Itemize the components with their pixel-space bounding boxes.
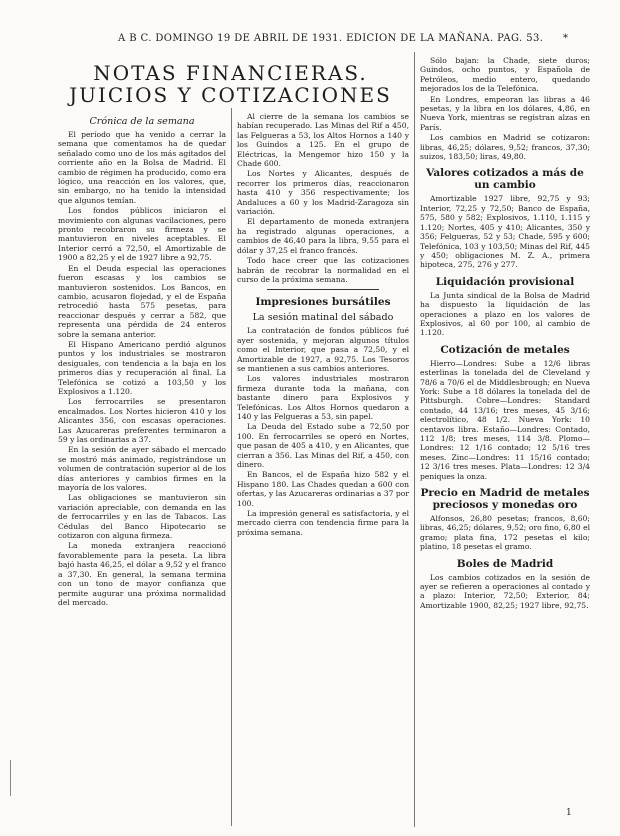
section-heading-impresiones: Impresiones bursátiles — [255, 296, 391, 309]
section-heading-metales: Cotización de metales — [440, 343, 570, 356]
article-paragraph: En la sesión de ayer sábado el mercado se mostró más animado, registrándose un volumen de contratación superior al de los días anteriores y cambios firmes en la mayoría de los valores. — [58, 445, 226, 493]
page-title: NOTAS FINANCIERAS. JUICIOS Y COTIZACIONES — [69, 61, 392, 107]
section-heading-bolsa: Boles de Madrid — [456, 557, 554, 570]
column-1 — [58, 112, 226, 830]
article-paragraph: Sólo bajan: la Chade, siete duros; Guindos, ocho puntos, y Española de Petróleos, medio entero, quedando mejorados los de la Telefónica. — [420, 56, 590, 94]
article-paragraph: Los ferrocarriles se presentaron encalmados. Los Nortes hicieron 410 y los Alicantes 356, con escasas operaciones. Las Azucareras preferentes terminaron a 59 y las ordinarias a 37. — [58, 397, 226, 444]
article-paragraph: Alfonsos, 26,80 pesetas; francos, 8,60; libras, 46,25; dólares, 9,52; oro fino, 6,80 el gramo; plata fina, 172 pesetas el kilo; platino, 18 pesetas el gramo. — [420, 514, 590, 552]
column-rule-1 — [231, 108, 232, 826]
section-heading-liquidacion: Liquidación provisional — [435, 275, 575, 288]
section-divider — [267, 289, 379, 290]
article-paragraph: La contratación de fondos públicos fué ayer sostenida, y mejoran algunos títulos como el Interior, que pasa a 72,50, y el Amortizable de 1927, a 92,75. Los Tesoros se mantienen a sus cambios anteriores. — [237, 326, 409, 373]
article-paragraph: Amortizable 1927 libre, 92,75 y 93; Interior, 72,25 y 72,50; Banco de España, 575, 580 y 582; Explosivos, 1.110, 1.115 y 1.120; Nortes, 405 y 410; Alicantes, 350 y 356; Felgueras, 52 y 53; Chade, 595 y 600; Telefónica, 103 y 103,50; Minas del Rif, 445 y 450; obligaciones M. Z. A., primera hipoteca, 275, 276 y 277. — [420, 194, 590, 270]
article-paragraph: Los Nortes y Alicantes, después de recorrer los primeros días, reaccionaron hasta 410 y 356 respectivamente; los Andaluces a 60 y los Madrid-Zaragoza sin variación. — [237, 169, 409, 217]
footer-mark: 1 — [566, 808, 572, 818]
column-2 — [237, 112, 409, 830]
article-paragraph: Las obligaciones se mantuvieron sin variación apreciable, con demanda en las de ferrocarriles y en las de Tabacos. Las Cédulas del Banco Hipotecario se cotizaron con alguna firmeza. — [58, 493, 226, 541]
header-line: A B C. DOMINGO 19 DE ABRIL DE 1931. EDICION DE LA MAÑANA. PAG. 53. — [118, 33, 544, 44]
article-paragraph: En Bancos, el de España hizo 582 y el Hispano 180. Las Chades quedan a 600 con ofertas, y las Azucareras ordinarias a 37 por 100. — [237, 470, 409, 508]
header-star: * — [563, 33, 569, 44]
page-fold-mark — [10, 760, 11, 796]
column-3 — [420, 56, 590, 831]
article-paragraph: Los cambios cotizados en la sesión de ayer se refieren a operaciones al contado y a plazo: Interior, 72,50; Exterior, 84; Amortizable 1900, 82,25; 1927 libre, 92,75. — [420, 572, 590, 610]
article-paragraph: El Hispano Americano perdió algunos puntos y los industriales se mostraron desiguales, con tendencia a la baja en los primeros días y recuperación al final. La Telefónica se cotizó a 103,50 y los Explosivos a 1.120. — [58, 339, 226, 396]
column-rule-2 — [414, 52, 415, 827]
article-paragraph: Los cambios en Madrid se cotizaron: libras, 46,25; dólares, 9,52; francos, 37,30; suizos, 183,50; liras, 49,80. — [420, 133, 590, 162]
article-paragraph: La impresión general es satisfactoria, y el mercado cierra con tendencia firme para la próxima semana. — [237, 509, 409, 537]
article-paragraph: Los valores industriales mostraron firmeza durante toda la mañana, con bastante dinero para Explosivos y Telefónicas. Los Altos Hornos quedaron a 140 y las Felgueras a 53, sin papel. — [237, 374, 409, 421]
article-paragraph: En el Deuda especial las operaciones fueron escasas y los cambios se mantuvieron sostenidos. Los Bancos, en cambio, acusaron flojedad, y el de España retrocedió hasta 575 pesetas, para reaccionar después y cerrar a 582, que representa una pérdida de 24 enteros sobre la semana anterior. — [58, 263, 226, 339]
article-paragraph: La Deuda del Estado sube a 72,50 por 100. En ferrocarriles se operó en Nortes, que pasan de 405 a 410, y en Alicantes, que cierran a 356. Las Minas del Rif, a 450, con dinero. — [237, 422, 409, 469]
article-paragraph: La moneda extranjera reaccionó favorablemente para la peseta. La libra bajó hasta 46,25, el dólar a 9,52 y el franco a 37,30. En general, la semana termina con un tono de mayor confianza que permite augurar una próxima normalidad del mercado. — [58, 541, 226, 607]
section-subheading: La sesión matinal del sábado — [252, 312, 394, 324]
article-paragraph: El período que ha venido a cerrar la semana que comentamos ha de quedar señalado como uno de los más agitados del corriente año en la Bolsa de Madrid. El cambio de régimen ha producido, como era lógico, una reacción en los valores, que, sin embargo, no ha tenido la intensidad que algunos temían. — [58, 130, 226, 205]
section-heading-cronica: Crónica de la semana — [89, 116, 195, 127]
article-paragraph: La Junta sindical de la Bolsa de Madrid ha dispuesto la liquidación de las operaciones a plazo en los valores de Explosivos, al 60 por 100, al cambio de 1.120. — [420, 290, 590, 338]
article-paragraph: El departamento de moneda extranjera ha registrado algunas operaciones, a cambios de 46,40 para la libra, 9,55 para el dólar y 37,25 el franco francés. — [237, 217, 409, 255]
section-heading-precio: Precio en Madrid de metales preciosos y monedas oro — [420, 487, 590, 512]
article-paragraph: Hierro—Londres: Sube a 12/6 libras esterlinas la tonelada del de Cleveland y 78/6 a 70/6 el de Middlesbrough; en Nueva York: Sube a 18 dólares la tonelada del de Pittsburgh. Cobre—Londres: Standard contado, 44 13/16; tres meses, 45 3/16; electrolítico, 48 1/2. Nueva York: 10 centavos libra. Estaño—Londres: Contado, 112 1/8; tres meses, 114 3/8. Plomo—Londres: 12 1/16 contado; 12 5/16 tres meses. Zinc—Londres: 11 15/16 contado; 12 3/16 tres meses. Plata—Londres: 12 3/4 peniques la onza. — [420, 358, 590, 481]
article-paragraph: Los fondos públicos iniciaron el movimiento con algunas vacilaciones, pero pronto recobraron su firmeza y se mantuvieron en niveles aceptables. El Interior cerró a 72,50, el Amortizable de 1900 a 82,25 y el de 1927 libre a 92,75. — [58, 206, 226, 263]
article-paragraph: Todo hace creer que las cotizaciones habrán de recobrar la normalidad en el curso de la próxima semana. — [237, 256, 409, 284]
page-header — [118, 33, 578, 44]
article-paragraph: Al cierre de la semana los cambios se habían recuperado. Las Minas del Rif a 450, las Felgueras a 53, los Altos Hornos a 140 y los Guindos a 125. En el grupo de Eléctricas, la Mengemor hizo 150 y la Chade 600. — [237, 112, 409, 169]
section-heading-valores: Valores cotizados a más de un cambio — [426, 167, 584, 192]
article-paragraph: En Londres, empeoran las libras a 46 pesetas, y la libra en los dólares, 4,86, en Nueva York, mientras se registran alzas en París. — [420, 94, 590, 132]
